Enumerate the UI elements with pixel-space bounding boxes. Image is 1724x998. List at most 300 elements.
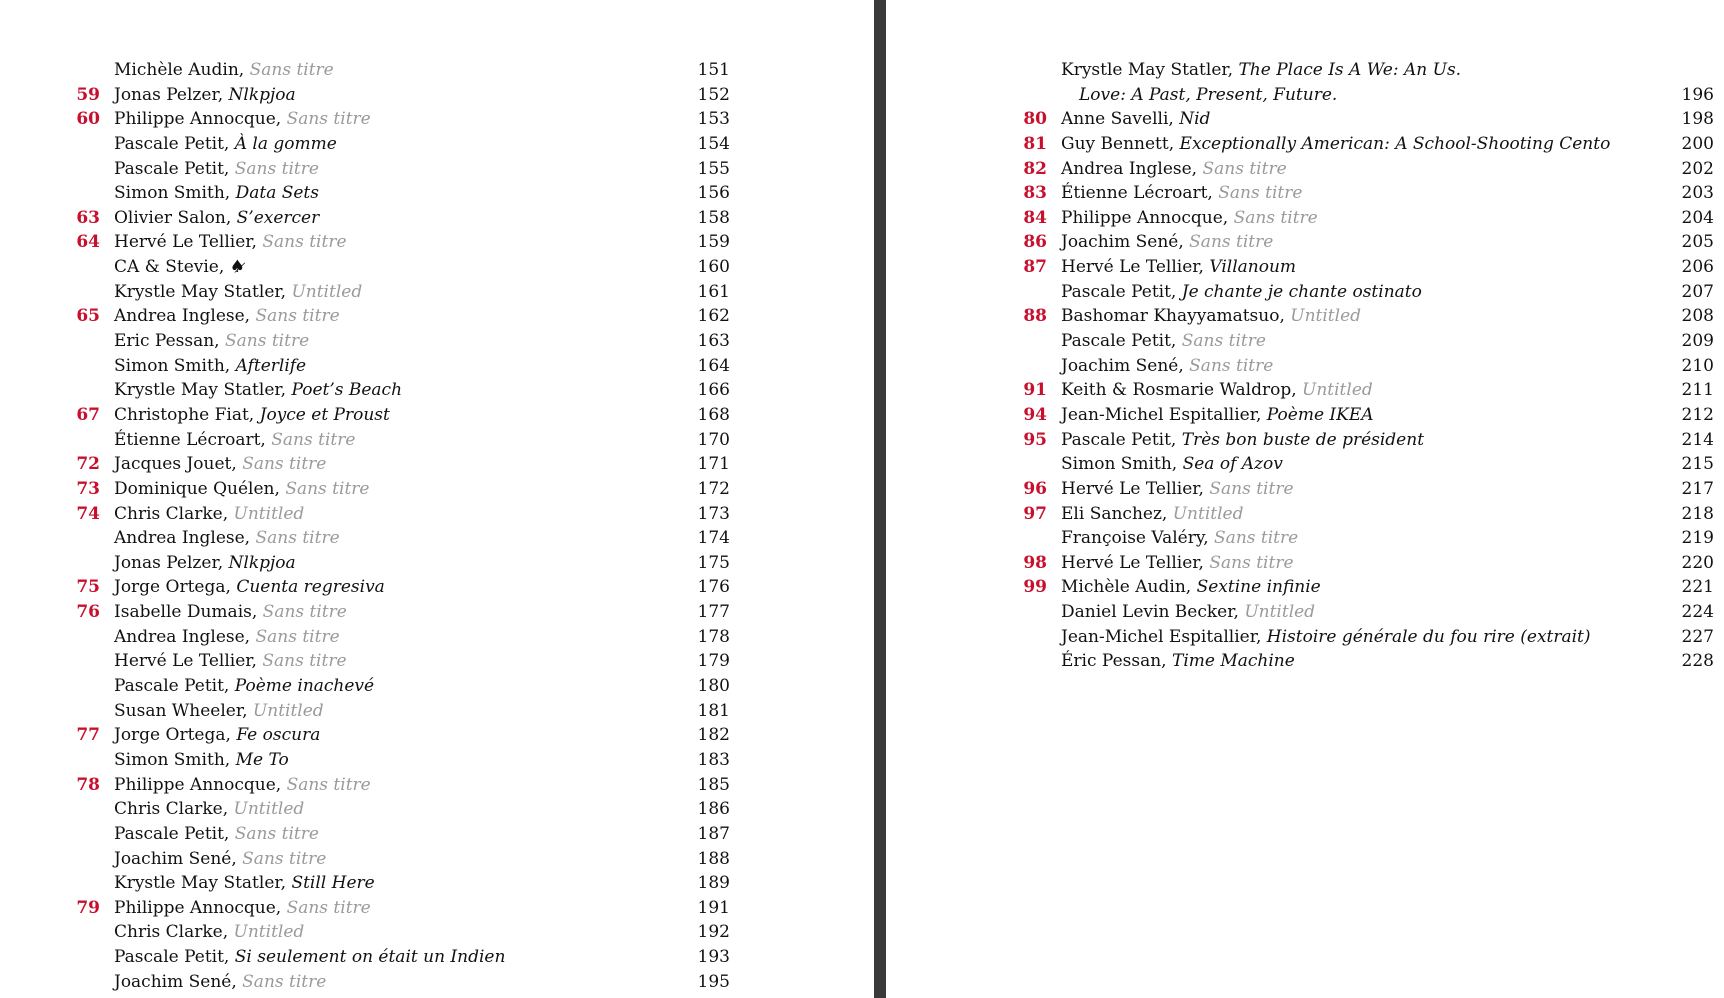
toc-author: Krystle May Statler, bbox=[114, 281, 287, 302]
toc-page-number: 196 bbox=[1681, 84, 1714, 105]
toc-entry-number: 94 bbox=[1023, 404, 1047, 425]
toc-entry-text bbox=[114, 575, 385, 600]
toc-author: Andrea Inglese, bbox=[114, 528, 251, 549]
toc-entry-text bbox=[1061, 304, 1361, 329]
toc-page-number: 181 bbox=[697, 700, 730, 721]
toc-title: Sextine infinie bbox=[1196, 577, 1321, 598]
toc-entry-number: 82 bbox=[1023, 158, 1047, 179]
toc-entry bbox=[1023, 206, 1714, 231]
toc-entry bbox=[70, 181, 730, 206]
toc-entry bbox=[1023, 157, 1714, 182]
toc-entry-number: 80 bbox=[1023, 109, 1047, 130]
toc-entry-text bbox=[114, 723, 320, 748]
toc-page-number: 174 bbox=[697, 528, 730, 549]
toc-page-number: 202 bbox=[1681, 158, 1714, 179]
toc-author: Étienne Lécroart, bbox=[1061, 183, 1213, 204]
toc-title: Untitled bbox=[233, 799, 305, 820]
toc-entry-text bbox=[1061, 625, 1591, 650]
toc-title: Sans titre bbox=[286, 897, 371, 918]
toc-entry bbox=[1024, 526, 1714, 551]
toc-entry bbox=[70, 452, 730, 477]
toc-entry-text bbox=[114, 748, 289, 773]
toc-page-number: 189 bbox=[697, 873, 730, 894]
toc-title: Sans titre bbox=[1189, 355, 1274, 376]
toc-title: Sans titre bbox=[1189, 232, 1274, 253]
toc-entry-text bbox=[114, 378, 402, 403]
toc-title: Untitled bbox=[252, 700, 324, 721]
toc-entry bbox=[1023, 551, 1714, 576]
toc-page-number: 164 bbox=[697, 355, 730, 376]
toc-entry-number: 74 bbox=[76, 503, 100, 524]
toc-entry bbox=[70, 428, 730, 453]
toc-entry-text bbox=[1061, 132, 1610, 157]
toc-title: Sans titre bbox=[1214, 528, 1299, 549]
toc-author: Guy Bennett, bbox=[1061, 133, 1175, 154]
toc-entry bbox=[70, 797, 730, 822]
toc-title: Nlkpjoa bbox=[228, 552, 296, 573]
toc-entry-number: 96 bbox=[1023, 478, 1047, 499]
toc-author: Joachim Sené, bbox=[1061, 232, 1184, 253]
toc-page-number: 210 bbox=[1681, 355, 1714, 376]
toc-author: Susan Wheeler, bbox=[114, 700, 248, 721]
toc-title: Sans titre bbox=[262, 651, 347, 672]
toc-entry-text bbox=[114, 797, 304, 822]
toc-entry-text bbox=[1061, 378, 1373, 403]
toc-entry bbox=[70, 230, 730, 255]
toc-author: Philippe Annocque, bbox=[114, 109, 282, 130]
toc-entry bbox=[1024, 452, 1714, 477]
toc-page-number: 192 bbox=[697, 922, 730, 943]
toc-entry bbox=[1024, 329, 1714, 354]
toc-entry-text bbox=[114, 132, 337, 157]
toc-entry-text bbox=[1079, 83, 1337, 108]
toc-entry-text bbox=[114, 230, 347, 255]
toc-entry-text bbox=[114, 354, 306, 379]
toc-author: Hervé Le Tellier, bbox=[1061, 552, 1204, 573]
toc-author: Anne Savelli, bbox=[1061, 109, 1174, 130]
toc-entry bbox=[70, 329, 730, 354]
toc-title: Sans titre bbox=[224, 331, 310, 352]
toc-entry bbox=[1023, 304, 1714, 329]
toc-author: Françoise Valéry, bbox=[1061, 528, 1209, 549]
toc-page-number: 179 bbox=[697, 651, 730, 672]
toc-entry-text bbox=[114, 526, 340, 551]
toc-page-number: 168 bbox=[697, 404, 730, 425]
toc-title: Joyce et Proust bbox=[259, 404, 390, 425]
toc-entry-text bbox=[114, 625, 340, 650]
toc-entry-number: 76 bbox=[76, 602, 100, 623]
toc-title: Sans titre bbox=[234, 158, 319, 179]
toc-title: Untitled bbox=[1172, 503, 1244, 524]
toc-title: Me To bbox=[235, 749, 289, 770]
toc-page-number: 227 bbox=[1681, 626, 1714, 647]
toc-entry-number: 84 bbox=[1023, 207, 1047, 228]
toc-author: Étienne Lécroart, bbox=[114, 429, 266, 450]
toc-entry bbox=[1024, 280, 1714, 305]
toc-page-number: 219 bbox=[1681, 528, 1714, 549]
toc-page-number: 205 bbox=[1681, 232, 1714, 253]
toc-page-number: 161 bbox=[697, 281, 730, 302]
toc-entry-text bbox=[1061, 157, 1287, 182]
toc-entry-number: 67 bbox=[76, 404, 100, 425]
toc-title: Sans titre bbox=[255, 626, 340, 647]
toc-entry-text bbox=[114, 452, 326, 477]
toc-page-number: 228 bbox=[1681, 651, 1714, 672]
toc-entry bbox=[70, 723, 730, 748]
toc-page-number: 224 bbox=[1681, 602, 1714, 623]
toc-entry bbox=[1023, 428, 1714, 453]
toc-author: Dominique Quélen, bbox=[114, 478, 280, 499]
toc-title: Poème IKEA bbox=[1266, 404, 1374, 425]
toc-entry-number: 73 bbox=[76, 478, 100, 499]
toc-title: Poème inachevé bbox=[234, 676, 375, 697]
toc-page-number: 160 bbox=[697, 257, 730, 278]
toc-entry-number: 91 bbox=[1023, 380, 1047, 401]
toc-entry bbox=[70, 896, 730, 921]
toc-entry-text bbox=[114, 699, 324, 724]
toc-entry-text bbox=[114, 871, 375, 896]
toc-entry-number: 72 bbox=[76, 454, 100, 475]
toc-entry-text bbox=[1061, 255, 1296, 280]
toc-page-number: 176 bbox=[697, 577, 730, 598]
toc-author: Philippe Annocque, bbox=[114, 774, 282, 795]
toc-page-number: 200 bbox=[1681, 133, 1714, 154]
toc-list-right bbox=[1023, 58, 1714, 674]
toc-title: Sans titre bbox=[286, 109, 371, 130]
toc-entry-text bbox=[114, 945, 505, 970]
toc-entry-text bbox=[114, 600, 347, 625]
toc-author: Simon Smith, bbox=[114, 183, 231, 204]
toc-page-number: 215 bbox=[1681, 454, 1714, 475]
toc-title: Sans titre bbox=[1202, 158, 1287, 179]
toc-entry bbox=[1023, 403, 1714, 428]
toc-title: Sans titre bbox=[1209, 552, 1294, 573]
toc-entry-continuation bbox=[1024, 83, 1714, 108]
toc-entry bbox=[1023, 378, 1714, 403]
toc-author: Joachim Sené, bbox=[114, 971, 237, 992]
toc-page-number: 208 bbox=[1681, 306, 1714, 327]
toc-entry-text bbox=[114, 822, 319, 847]
toc-entry-text bbox=[1061, 551, 1294, 576]
toc-entry-text bbox=[114, 674, 374, 699]
toc-author: Keith & Rosmarie Waldrop, bbox=[1061, 380, 1297, 401]
toc-page-number: 217 bbox=[1681, 478, 1714, 499]
toc-page-number: 171 bbox=[697, 454, 730, 475]
toc-page-number: 180 bbox=[697, 676, 730, 697]
toc-title: Poet’s Beach bbox=[291, 380, 403, 401]
toc-entry bbox=[70, 132, 730, 157]
toc-entry bbox=[70, 157, 730, 182]
page-gutter bbox=[874, 0, 886, 998]
toc-page-number: 166 bbox=[697, 380, 730, 401]
toc-author: Pascale Petit, bbox=[1061, 281, 1177, 302]
toc-page-number: 182 bbox=[697, 725, 730, 746]
toc-title: The Place Is A We: An Us. bbox=[1238, 60, 1462, 80]
toc-title: Sans titre bbox=[242, 971, 327, 992]
toc-entry-number: 77 bbox=[76, 725, 100, 746]
toc-entry-text bbox=[1061, 575, 1321, 600]
toc-entry-text bbox=[1061, 600, 1315, 625]
toc-page-number: 159 bbox=[697, 232, 730, 253]
toc-entry-text bbox=[114, 920, 304, 945]
toc-title: Untitled bbox=[291, 281, 363, 302]
toc-author: Jean-Michel Espitallier, bbox=[1061, 626, 1262, 647]
toc-title: Cuenta regresiva bbox=[236, 577, 385, 598]
toc-entry bbox=[1024, 600, 1714, 625]
toc-entry bbox=[70, 255, 730, 280]
toc-entry-text bbox=[1061, 526, 1298, 551]
toc-entry bbox=[1023, 502, 1714, 527]
toc-entry-text bbox=[1061, 280, 1422, 305]
toc-title: Sans titre bbox=[255, 306, 340, 327]
toc-entry-text bbox=[114, 58, 334, 83]
toc-title: Histoire générale du fou rire (extrait) bbox=[1266, 626, 1591, 647]
toc-entry-number: 95 bbox=[1023, 429, 1047, 450]
toc-title: Nlkpjoa bbox=[228, 84, 296, 105]
toc-entry-text bbox=[114, 255, 245, 280]
toc-entry bbox=[70, 649, 730, 674]
toc-author: Hervé Le Tellier, bbox=[1061, 478, 1204, 499]
toc-entry-text bbox=[1061, 181, 1302, 206]
toc-title: Untitled bbox=[233, 503, 305, 524]
toc-entry bbox=[70, 970, 730, 995]
toc-entry-text bbox=[1061, 477, 1294, 502]
toc-entry-text bbox=[1061, 206, 1318, 231]
toc-page-number: 186 bbox=[697, 799, 730, 820]
toc-author: Krystle May Statler, bbox=[1061, 60, 1234, 80]
toc-author: Pascale Petit, bbox=[114, 676, 230, 697]
toc-author: Olivier Salon, bbox=[114, 207, 232, 228]
toc-title: Untitled bbox=[233, 922, 305, 943]
toc-title: Untitled bbox=[1302, 380, 1373, 401]
toc-page-number: 198 bbox=[1681, 109, 1714, 130]
toc-entry-text bbox=[1061, 230, 1273, 255]
toc-entry-text bbox=[1061, 428, 1424, 453]
toc-entry bbox=[70, 526, 730, 551]
toc-title: Sans titre bbox=[262, 232, 347, 253]
toc-author: Andrea Inglese, bbox=[1061, 158, 1198, 179]
toc-entry-text bbox=[1061, 107, 1210, 132]
toc-entry bbox=[70, 575, 730, 600]
toc-page-number: 207 bbox=[1681, 281, 1714, 302]
toc-page-number: 214 bbox=[1681, 429, 1714, 450]
toc-page-number: 155 bbox=[697, 158, 730, 179]
toc-page-number: 203 bbox=[1681, 183, 1714, 204]
toc-title: Sans titre bbox=[242, 848, 327, 869]
toc-entry bbox=[1024, 649, 1714, 674]
toc-title: Sans titre bbox=[1233, 207, 1318, 228]
toc-page-number: 175 bbox=[697, 552, 730, 573]
toc-author: Éric Pessan, bbox=[1061, 651, 1167, 672]
toc-entry bbox=[70, 699, 730, 724]
toc-entry bbox=[70, 847, 730, 872]
toc-entry-number: 64 bbox=[76, 232, 100, 253]
toc-entry bbox=[1023, 107, 1714, 132]
toc-author: Hervé Le Tellier, bbox=[114, 651, 257, 672]
toc-author: Hervé Le Tellier, bbox=[114, 232, 257, 253]
toc-entry bbox=[70, 773, 730, 798]
toc-author: Chris Clarke, bbox=[114, 922, 229, 943]
toc-title: ♠̷ bbox=[229, 257, 245, 278]
toc-entry-text bbox=[114, 551, 296, 576]
toc-page-number: 162 bbox=[697, 306, 730, 327]
toc-page-number: 221 bbox=[1681, 577, 1714, 598]
toc-entry bbox=[70, 551, 730, 576]
toc-title: Nid bbox=[1179, 109, 1211, 130]
toc-author: Pascale Petit, bbox=[114, 823, 230, 844]
toc-entry-text bbox=[114, 280, 362, 305]
toc-page-number: 191 bbox=[697, 897, 730, 918]
toc-author: Eric Pessan, bbox=[114, 331, 220, 352]
toc-entry-text bbox=[114, 403, 390, 428]
toc-entry-number: 86 bbox=[1023, 232, 1047, 253]
right-page bbox=[886, 0, 1724, 998]
toc-entry bbox=[70, 206, 730, 231]
toc-title-continuation: Love: A Past, Present, Future. bbox=[1079, 84, 1338, 105]
toc-entry-number: 99 bbox=[1023, 577, 1047, 598]
toc-entry-text bbox=[114, 304, 340, 329]
toc-title: Sans titre bbox=[255, 528, 340, 549]
toc-entry-number: 59 bbox=[76, 84, 100, 105]
toc-entry bbox=[70, 58, 730, 83]
toc-entry bbox=[70, 674, 730, 699]
toc-entry-number: 63 bbox=[76, 207, 100, 228]
toc-page-number: 183 bbox=[697, 749, 730, 770]
toc-page-number: 177 bbox=[697, 602, 730, 623]
toc-title: Afterlife bbox=[235, 355, 307, 376]
toc-page-number: 212 bbox=[1681, 404, 1714, 425]
toc-entry bbox=[1023, 575, 1714, 600]
toc-author: Jonas Pelzer, bbox=[114, 552, 224, 573]
toc-entry bbox=[70, 920, 730, 945]
toc-author: CA & Stevie, bbox=[114, 257, 225, 278]
toc-entry-text bbox=[1061, 329, 1266, 354]
toc-author: Jorge Ortega, bbox=[114, 725, 231, 746]
toc-page-number: 173 bbox=[697, 503, 730, 524]
toc-entry bbox=[70, 83, 730, 108]
toc-title: Exceptionally American: A School-Shooting Cento bbox=[1179, 133, 1611, 154]
toc-title: S’exercer bbox=[236, 207, 320, 228]
toc-page-number: 170 bbox=[697, 429, 730, 450]
toc-title: Sans titre bbox=[271, 429, 356, 450]
toc-page-number: 156 bbox=[697, 183, 730, 204]
toc-title: Sans titre bbox=[262, 602, 347, 623]
toc-page-number: 154 bbox=[697, 133, 730, 154]
toc-author: Chris Clarke, bbox=[114, 799, 229, 820]
toc-entry bbox=[70, 502, 730, 527]
toc-entry-text bbox=[114, 477, 369, 502]
toc-author: Pascale Petit, bbox=[114, 947, 230, 968]
toc-title: Time Machine bbox=[1171, 651, 1295, 672]
toc-page-number: 195 bbox=[697, 971, 730, 992]
toc-page-number: 185 bbox=[697, 774, 730, 795]
toc-entry-text bbox=[114, 502, 304, 527]
toc-entry-text bbox=[114, 107, 371, 132]
toc-author: Hervé Le Tellier, bbox=[1061, 257, 1204, 278]
toc-entry-number: 79 bbox=[76, 897, 100, 918]
toc-entry-text bbox=[1061, 502, 1243, 527]
toc-entry-text bbox=[114, 428, 355, 453]
toc-entry bbox=[1024, 625, 1714, 650]
toc-title: Untitled bbox=[1290, 306, 1362, 327]
toc-entry bbox=[1023, 477, 1714, 502]
toc-author: Christophe Fiat, bbox=[114, 404, 255, 425]
toc-page-number: 193 bbox=[697, 947, 730, 968]
toc-author: Philippe Annocque, bbox=[114, 897, 282, 918]
toc-title: Sans titre bbox=[286, 774, 371, 795]
toc-page-number: 206 bbox=[1681, 257, 1714, 278]
toc-author: Pascale Petit, bbox=[114, 133, 230, 154]
toc-author: Bashomar Khayyamatsuo, bbox=[1061, 306, 1285, 327]
toc-list-left bbox=[70, 58, 730, 994]
toc-title: Untitled bbox=[1244, 602, 1316, 623]
toc-entry-text bbox=[1061, 58, 1461, 83]
toc-author: Andrea Inglese, bbox=[114, 306, 251, 327]
toc-title: Sans titre bbox=[1218, 183, 1303, 204]
toc-entry-text bbox=[114, 157, 319, 182]
toc-entry-number: 88 bbox=[1023, 306, 1047, 327]
toc-page-number: 187 bbox=[697, 823, 730, 844]
toc-entry bbox=[1023, 230, 1714, 255]
toc-entry bbox=[70, 822, 730, 847]
toc-author: Pascale Petit, bbox=[1061, 429, 1177, 450]
toc-author: Andrea Inglese, bbox=[114, 626, 251, 647]
toc-page-number: 153 bbox=[697, 109, 730, 130]
toc-entry-text bbox=[114, 83, 296, 108]
toc-page-number: 204 bbox=[1681, 207, 1714, 228]
toc-author: Simon Smith, bbox=[1061, 454, 1178, 475]
toc-author: Pascale Petit, bbox=[1061, 331, 1177, 352]
toc-page-number: 218 bbox=[1681, 503, 1714, 524]
toc-entry bbox=[70, 280, 730, 305]
toc-title: Sans titre bbox=[234, 823, 319, 844]
toc-author: Simon Smith, bbox=[114, 749, 231, 770]
toc-title: Sans titre bbox=[285, 478, 370, 499]
toc-title: Still Here bbox=[291, 873, 375, 894]
toc-author: Daniel Levin Becker, bbox=[1061, 602, 1239, 623]
toc-title: Villanoum bbox=[1209, 257, 1297, 278]
toc-author: Michèle Audin, bbox=[114, 60, 245, 80]
toc-title: Sans titre bbox=[249, 60, 334, 80]
toc-entry-text bbox=[114, 329, 309, 354]
toc-entry bbox=[70, 600, 730, 625]
toc-author: Jorge Ortega, bbox=[114, 577, 231, 598]
toc-page-number: 220 bbox=[1681, 552, 1714, 573]
toc-author: Simon Smith, bbox=[114, 355, 231, 376]
toc-title: Sea of Azov bbox=[1182, 454, 1283, 475]
toc-entry-number: 83 bbox=[1023, 183, 1047, 204]
toc-author: Eli Sanchez, bbox=[1061, 503, 1168, 524]
toc-author: Michèle Audin, bbox=[1061, 577, 1192, 598]
toc-entry-text bbox=[114, 847, 326, 872]
toc-title: Je chante je chante ostinato bbox=[1181, 281, 1422, 302]
toc-author: Krystle May Statler, bbox=[114, 380, 287, 401]
toc-entry bbox=[70, 403, 730, 428]
toc-title: Sans titre bbox=[1181, 331, 1266, 352]
toc-entry-number: 60 bbox=[76, 109, 100, 130]
toc-entry bbox=[70, 945, 730, 970]
toc-entry-text bbox=[114, 773, 371, 798]
toc-author: Jacques Jouet, bbox=[114, 454, 237, 475]
toc-author: Philippe Annocque, bbox=[1061, 207, 1229, 228]
toc-entry-text bbox=[114, 649, 347, 674]
toc-entry-text bbox=[1061, 403, 1374, 428]
toc-entry-text bbox=[1061, 452, 1283, 477]
toc-entry-text bbox=[114, 970, 326, 995]
toc-page-number: 211 bbox=[1681, 380, 1714, 401]
toc-page-number: 163 bbox=[697, 331, 730, 352]
toc-page-number: 151 bbox=[697, 60, 730, 80]
